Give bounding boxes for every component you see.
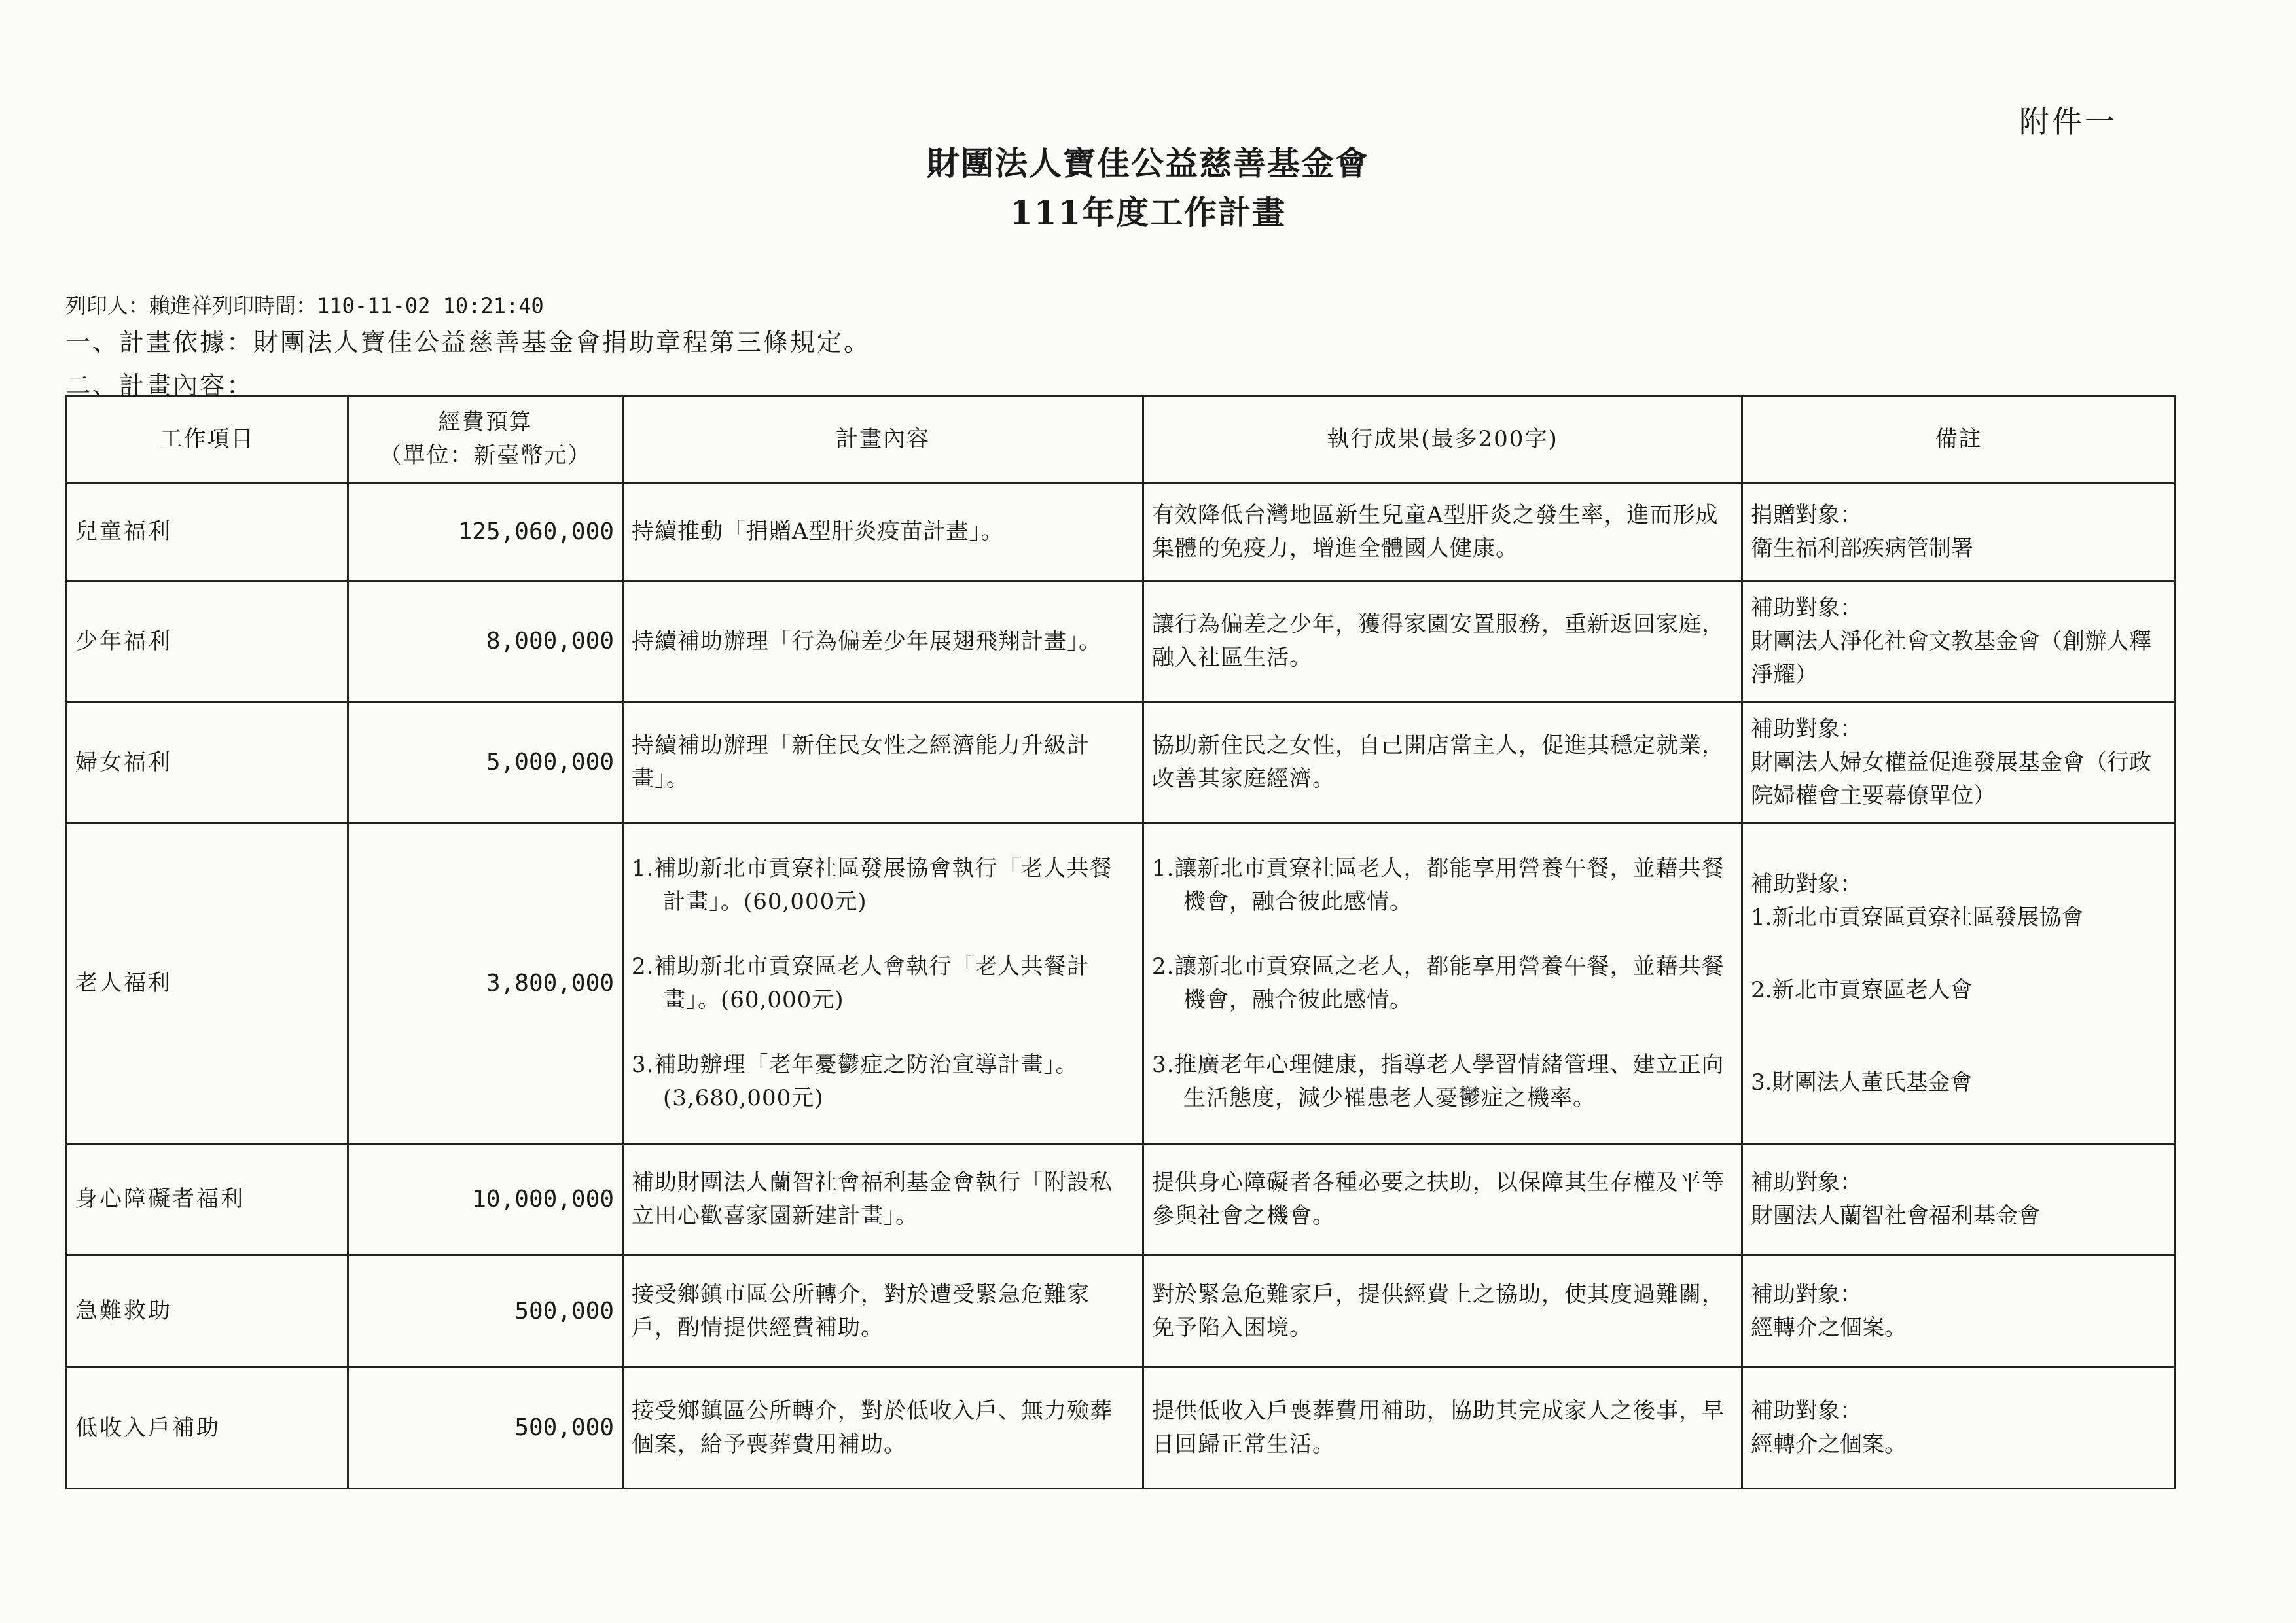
note-text: 衛生福利部疾病管制署 [1751, 535, 1973, 562]
table-row [67, 581, 2176, 702]
row-note [1742, 823, 2176, 1144]
header-item: 工作項目 [67, 396, 348, 483]
plan-item: 2.補助新北市貢寮區老人會執行「老人共餐計畫」。(60,000元) [632, 953, 1090, 1013]
row-note [1742, 483, 2176, 581]
note-text: 經轉介之個案。 [1751, 1431, 1907, 1457]
note-text: 財團法人蘭智社會福利基金會 [1751, 1202, 2040, 1229]
note-text: 經轉介之個案。 [1751, 1314, 1907, 1341]
header-plan: 計畫內容 [623, 396, 1143, 483]
row-plan: 持續推動「捐贈A型肝炎疫苗計畫」。 [623, 483, 1143, 581]
header-budget-line2: （單位：新臺幣元） [379, 442, 592, 469]
row-budget: 500,000 [348, 1368, 623, 1489]
plan-item: 1.補助新北市貢寮社區發展協會執行「老人共餐計畫」。(60,000元) [632, 855, 1113, 915]
row-item: 老人福利 [67, 823, 348, 1144]
table-header-row [67, 396, 2176, 483]
row-budget: 8,000,000 [348, 581, 623, 702]
row-budget: 500,000 [348, 1255, 623, 1368]
row-note [1742, 581, 2176, 702]
row-plan: 接受鄉鎮區公所轉介，對於低收入戶、無力殮葬個案，給予喪葬費用補助。 [623, 1368, 1143, 1489]
row-result: 對於緊急危難家戶，提供經費上之協助，使其度過難關，免予陷入困境。 [1143, 1255, 1742, 1368]
printer-info: 列印人：賴進祥列印時間：110-11-02 10:21:40 [65, 293, 544, 318]
row-result: 協助新住民之女性，自己開店當主人，促進其穩定就業，改善其家庭經濟。 [1143, 702, 1742, 823]
row-budget: 3,800,000 [348, 823, 623, 1144]
result-item: 3.推廣老年心理健康，指導老人學習情緒管理、建立正向生活態度，減少罹患老人憂鬱症之機率。 [1152, 1051, 1725, 1111]
work-plan-table [65, 395, 2176, 1489]
note-label: 補助對象： [1751, 870, 1862, 897]
note-label: 捐贈對象： [1751, 501, 1862, 528]
plan-content-heading: 二、計畫內容： [65, 371, 254, 400]
table-row [67, 702, 2176, 823]
note-items [1751, 901, 2166, 1099]
note-label: 補助對象： [1751, 1281, 1862, 1308]
note-text: 財團法人婦女權益促進發展基金會（行政院婦權會主要幕僚單位） [1751, 749, 2151, 809]
result-item: 1.讓新北市貢寮社區老人，都能享用營養午餐，並藉共餐機會，融合彼此感情。 [1152, 855, 1725, 915]
document-subtitle: 111年度工作計畫 [1009, 193, 1287, 232]
row-result: 提供身心障礙者各種必要之扶助，以保障其生存權及平等參與社會之機會。 [1143, 1144, 1742, 1255]
header-budget-line1: 經費預算 [438, 409, 533, 435]
note-label: 補助對象： [1751, 1169, 1862, 1196]
table-row [67, 1368, 2176, 1489]
result-item: 2.讓新北市貢寮區之老人，都能享用營養午餐，並藉共餐機會，融合彼此感情。 [1152, 953, 1725, 1013]
row-item: 身心障礙者福利 [67, 1144, 348, 1255]
header-note: 備註 [1742, 396, 2176, 483]
row-budget: 10,000,000 [348, 1144, 623, 1255]
row-plan [623, 823, 1143, 1144]
table-row [67, 1144, 2176, 1255]
row-item: 婦女福利 [67, 702, 348, 823]
row-plan: 補助財團法人蘭智社會福利基金會執行「附設私立田心歡喜家園新建計畫」。 [623, 1144, 1143, 1255]
row-plan: 持續補助辦理「行為偏差少年展翅飛翔計畫」。 [623, 581, 1143, 702]
row-note [1742, 1255, 2176, 1368]
row-result: 讓行為偏差之少年，獲得家園安置服務，重新返回家庭，融入社區生活。 [1143, 581, 1742, 702]
row-plan: 持續補助辦理「新住民女性之經濟能力升級計畫」。 [623, 702, 1143, 823]
header-result: 執行成果(最多200字) [1143, 396, 1742, 483]
row-result: 有效降低台灣地區新生兒童A型肝炎之發生率，進而形成集體的免疫力，增進全體國人健康。 [1143, 483, 1742, 581]
row-budget: 5,000,000 [348, 702, 623, 823]
table-row [67, 1255, 2176, 1368]
header-budget [348, 396, 623, 483]
plan-item: 3.補助辦理「老年憂鬱症之防治宣導計畫」。(3,680,000元) [632, 1051, 1079, 1111]
row-note [1742, 702, 2176, 823]
note-label: 補助對象： [1751, 715, 1862, 742]
table-row [67, 483, 2176, 581]
attachment-label: 附件一 [2019, 104, 2117, 139]
row-note [1742, 1368, 2176, 1489]
row-plan: 接受鄉鎮市區公所轉介，對於遭受緊急危難家戶，酌情提供經費補助。 [623, 1255, 1143, 1368]
row-result [1143, 823, 1742, 1144]
note-item: 2.新北市貢寮區老人會 [1751, 976, 1973, 1003]
plan-basis: 一、計畫依據：財團法人寶佳公益慈善基金會捐助章程第三條規定。 [65, 328, 871, 357]
note-item: 1.新北市貢寮區貢寮社區發展協會 [1751, 904, 2084, 931]
row-note [1742, 1144, 2176, 1255]
note-label: 補助對象： [1751, 594, 1862, 621]
document-title: 財團法人寶佳公益慈善基金會 [927, 144, 1369, 183]
table-row [67, 823, 2176, 1144]
row-item: 急難救助 [67, 1255, 348, 1368]
row-budget: 125,060,000 [348, 483, 623, 581]
note-item: 3.財團法人董氏基金會 [1751, 1069, 1973, 1096]
row-item: 兒童福利 [67, 483, 348, 581]
row-result: 提供低收入戶喪葬費用補助，協助其完成家人之後事，早日回歸正常生活。 [1143, 1368, 1742, 1489]
note-text: 財團法人淨化社會文教基金會（創辦人釋淨耀） [1751, 628, 2151, 688]
row-item: 低收入戶補助 [67, 1368, 348, 1489]
row-item: 少年福利 [67, 581, 348, 702]
note-label: 補助對象： [1751, 1398, 1862, 1424]
